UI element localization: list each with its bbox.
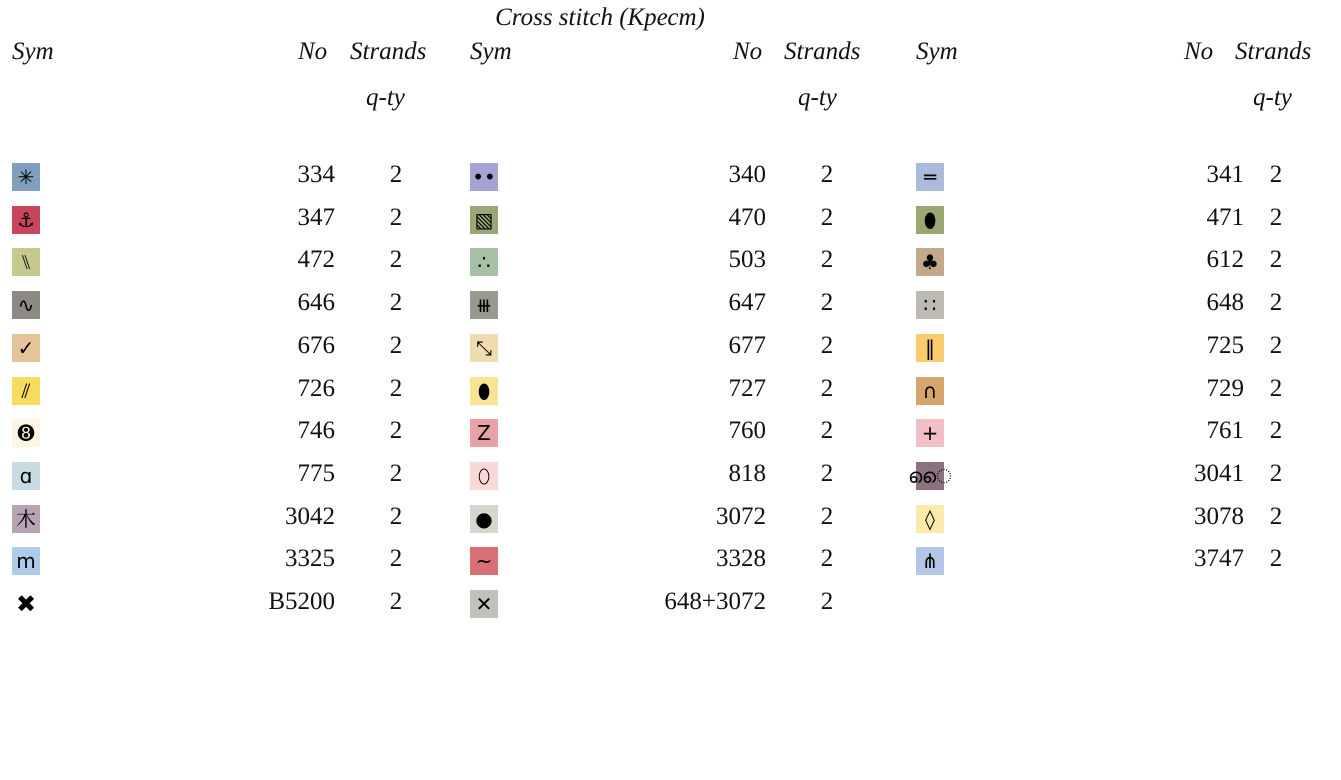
wave-icon: ∿ <box>12 291 40 319</box>
strand-count: 2 <box>389 417 403 445</box>
color-number: 725 <box>1206 331 1244 359</box>
strand-count: 2 <box>820 502 834 530</box>
strand-count: 2 <box>1269 417 1283 445</box>
spiral-icon: ൈ <box>907 463 953 488</box>
color-number: 347 <box>297 203 335 231</box>
key-row <box>0 590 440 630</box>
circled-eight-icon: ➑ <box>12 419 40 447</box>
strand-count: 2 <box>820 417 834 445</box>
color-number: 677 <box>728 331 766 359</box>
tilde-icon: ~ <box>470 547 498 575</box>
color-number: 775 <box>297 459 335 487</box>
strand-count: 2 <box>820 289 834 317</box>
heavy-x-icon: ✖ <box>12 590 40 618</box>
strand-count: 2 <box>1269 502 1283 530</box>
color-number: 340 <box>728 161 766 188</box>
chart-title: Cross stitch (Крест) <box>495 4 705 31</box>
double-bar-icon: ‖ <box>916 334 944 362</box>
four-dots-icon: ∷ <box>916 291 944 319</box>
key-row <box>904 203 1341 246</box>
checkmark-icon: ✓ <box>12 334 40 362</box>
color-number: 648 <box>1206 289 1244 317</box>
color-number: 503 <box>728 246 766 274</box>
strand-count: 2 <box>389 459 403 487</box>
strand-count: 2 <box>389 502 403 530</box>
three-dots-icon: ∴ <box>470 248 498 276</box>
color-number: 746 <box>297 417 335 445</box>
color-number: 727 <box>728 374 766 402</box>
strand-count: 2 <box>389 161 403 188</box>
strand-count: 2 <box>1269 203 1283 231</box>
double-slash-icon: ⫽ <box>12 377 40 405</box>
hatched-square-icon: ▧ <box>470 206 498 234</box>
header-strands: Strands <box>1235 38 1312 65</box>
key-row <box>458 459 898 502</box>
key-row <box>904 248 1341 288</box>
key-row <box>0 502 440 545</box>
key-row <box>904 291 1341 331</box>
strand-count: 2 <box>389 246 403 274</box>
header-sym: Sym <box>12 38 54 65</box>
key-row <box>458 163 898 203</box>
header-sym: Sym <box>916 38 958 65</box>
key-row <box>0 459 440 502</box>
color-number: 3072 <box>716 502 766 530</box>
key-row <box>458 502 898 545</box>
strand-count: 2 <box>1269 161 1283 188</box>
strand-count: 2 <box>820 588 834 615</box>
key-row <box>458 590 898 630</box>
color-number: 341 <box>1206 161 1244 188</box>
anchor-foot-icon: ⚓ <box>12 206 40 234</box>
key-row <box>0 248 440 288</box>
key-row <box>904 502 1341 545</box>
filled-oval-icon: ⬮ <box>916 206 944 234</box>
key-row <box>904 331 1341 374</box>
color-number: B5200 <box>268 588 335 615</box>
header-qty: q-ty <box>366 84 405 111</box>
color-number: 676 <box>297 331 335 359</box>
strand-count: 2 <box>389 203 403 231</box>
header-strands: Strands <box>784 38 861 65</box>
key-row <box>0 163 440 203</box>
arch-icon: ∩ <box>916 377 944 405</box>
tree-cross-icon: ⽊ <box>12 505 40 533</box>
color-number: 334 <box>297 161 335 188</box>
strand-count: 2 <box>389 545 403 573</box>
key-row <box>904 547 1341 587</box>
header-strands: Strands <box>350 38 427 65</box>
header-no: No <box>1184 38 1214 65</box>
x-cross-icon: ✕ <box>470 590 498 618</box>
strand-count: 2 <box>1269 545 1283 573</box>
equals-icon: ═ <box>916 163 944 191</box>
key-row <box>0 331 440 374</box>
color-number: 3041 <box>1194 459 1244 487</box>
color-number: 729 <box>1206 374 1244 402</box>
color-number: 3078 <box>1194 502 1244 530</box>
color-number: 472 <box>297 246 335 274</box>
key-row <box>904 459 1341 502</box>
strand-count: 2 <box>820 374 834 402</box>
key-row <box>904 419 1341 459</box>
strand-count: 2 <box>1269 459 1283 487</box>
header-sym: Sym <box>470 38 512 65</box>
key-row <box>904 163 1341 203</box>
plus-icon: + <box>916 419 944 447</box>
header-no: No <box>298 38 328 65</box>
color-number: 818 <box>728 459 766 487</box>
key-row <box>0 291 440 331</box>
outline-capsule-icon: ⬯ <box>470 462 498 490</box>
header-no: No <box>733 38 763 65</box>
color-number: 3328 <box>716 545 766 573</box>
strand-count: 2 <box>820 545 834 573</box>
color-number: 648+3072 <box>664 588 766 615</box>
key-row <box>0 419 440 459</box>
key-row <box>458 547 898 587</box>
key-row <box>458 203 898 246</box>
color-number: 612 <box>1206 246 1244 274</box>
color-number: 3042 <box>285 502 335 530</box>
asterisk-icon: ✳ <box>12 163 40 191</box>
key-row <box>458 248 898 288</box>
triple-hash-icon: ⧻ <box>470 291 498 319</box>
dumbbell-diagonal-icon: ⤡ <box>470 334 498 362</box>
arch-bar-icon: ⋔ <box>916 547 944 575</box>
triple-slash-icon: ⑊ <box>12 248 40 276</box>
key-row <box>0 374 440 417</box>
key-row <box>458 419 898 459</box>
strand-count: 2 <box>389 289 403 317</box>
key-row <box>458 331 898 374</box>
key-row <box>904 374 1341 417</box>
color-number: 3325 <box>285 545 335 573</box>
color-number: 646 <box>297 289 335 317</box>
strand-count: 2 <box>389 374 403 402</box>
key-row <box>458 291 898 331</box>
color-number: 760 <box>728 417 766 445</box>
letter-z-icon: Z <box>470 419 498 447</box>
diamond-icon: ◊ <box>916 505 944 533</box>
strand-count: 2 <box>1269 246 1283 274</box>
color-number: 470 <box>728 203 766 231</box>
letter-m-icon: m <box>12 547 40 575</box>
strand-count: 2 <box>389 588 403 615</box>
strand-count: 2 <box>1269 374 1283 402</box>
header-qty: q-ty <box>798 84 837 111</box>
key-row <box>0 547 440 587</box>
color-number: 726 <box>297 374 335 402</box>
strand-count: 2 <box>1269 289 1283 317</box>
strand-count: 2 <box>1269 331 1283 359</box>
strand-count: 2 <box>820 331 834 359</box>
key-row <box>458 374 898 417</box>
strand-count: 2 <box>389 331 403 359</box>
ring-icon: ● <box>470 505 498 533</box>
strand-count: 2 <box>820 161 834 188</box>
strand-count: 2 <box>820 459 834 487</box>
color-number: 3747 <box>1194 545 1244 573</box>
filled-capsule-icon: ⬮ <box>470 377 498 405</box>
trefoil-icon: ♣ <box>916 248 944 276</box>
key-row <box>0 203 440 246</box>
two-dots-icon: •• <box>470 163 498 191</box>
color-number: 761 <box>1206 417 1244 445</box>
color-number: 471 <box>1206 203 1244 231</box>
letter-a-icon: ɑ <box>12 462 40 490</box>
strand-count: 2 <box>820 246 834 274</box>
header-qty: q-ty <box>1253 84 1292 111</box>
color-number: 647 <box>728 289 766 317</box>
strand-count: 2 <box>820 203 834 231</box>
